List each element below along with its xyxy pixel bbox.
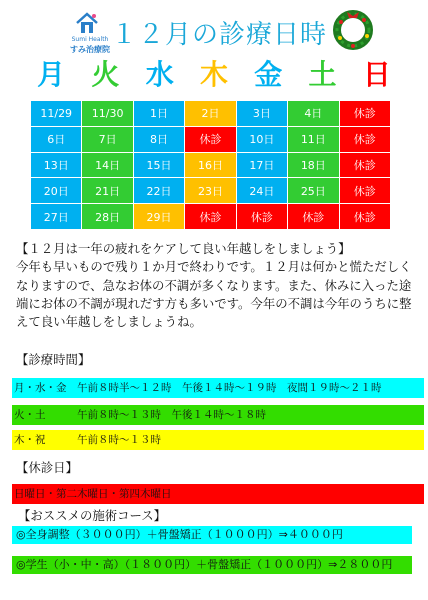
- christmas-wreath-icon: [331, 8, 375, 52]
- calendar-cell: 21日: [82, 178, 133, 204]
- calendar-cell: 3日: [236, 101, 287, 127]
- calendar-cell-closed: 休診: [339, 126, 390, 152]
- hours-row-thu-holiday: 木・祝 午前８時～１３時: [12, 430, 424, 450]
- calendar-cell: 4日: [288, 101, 339, 127]
- course-row-student: ◎学生（小・中・高）（１８００円）＋骨盤矯正（１０００円）⇒２８００円: [12, 556, 412, 574]
- weekday-label: 月: [37, 58, 66, 91]
- page-title: １２月の診療日時: [110, 20, 327, 50]
- calendar-cell: 10日: [236, 126, 287, 152]
- calendar-cell: 16日: [185, 152, 236, 178]
- calendar-cell: 25日: [288, 178, 339, 204]
- weekday-label: 日: [362, 58, 391, 91]
- calendar-cell: 28日: [82, 204, 133, 230]
- calendar-cell: 14日: [82, 152, 133, 178]
- calendar-week-row: [31, 101, 391, 127]
- calendar-cell-closed: 休診: [339, 101, 390, 127]
- calendar-cell: 11/30: [82, 101, 133, 127]
- calendar-cell-closed: 休診: [288, 204, 339, 230]
- weekday-label: 火: [91, 58, 120, 91]
- calendar-cell: 2日: [185, 101, 236, 127]
- calendar-week-row: [31, 126, 391, 152]
- course-row-full-body: ◎全身調整（３０００円）＋骨盤矯正（１０００円）⇒４０００円: [12, 526, 412, 544]
- calendar-cell: 22日: [133, 178, 184, 204]
- december-calendar: [30, 100, 391, 230]
- calendar-cell: 11/29: [31, 101, 82, 127]
- hours-row-mwf: 月・水・金 午前８時半～１２時 午後１４時～１９時 夜間１９時～２１時: [12, 378, 424, 398]
- calendar-cell-closed: 休診: [185, 204, 236, 230]
- weekday-label: 土: [308, 58, 337, 91]
- calendar-week-row: [31, 178, 391, 204]
- calendar-cell: 27日: [31, 204, 82, 230]
- calendar-cell: 20日: [31, 178, 82, 204]
- calendar-cell-closed: 休診: [236, 204, 287, 230]
- calendar-cell: 13日: [31, 152, 82, 178]
- logo-name: すみ治療院: [70, 45, 110, 54]
- closed-days-row: 日曜日・第二木曜日・第四木曜日: [12, 484, 424, 504]
- calendar-cell: 17日: [236, 152, 287, 178]
- weekday-label: 水: [145, 58, 174, 91]
- calendar-cell-closed: 休診: [339, 204, 390, 230]
- calendar-cell: 7日: [82, 126, 133, 152]
- calendar-cell: 1日: [133, 101, 184, 127]
- house-icon: [74, 10, 100, 36]
- calendar-cell: 6日: [31, 126, 82, 152]
- weekday-header: [24, 58, 404, 92]
- hours-row-tue-sat: 火・土 午前８時～１３時 午後１４時～１８時: [12, 405, 424, 425]
- calendar-cell: 18日: [288, 152, 339, 178]
- calendar-cell-closed: 休診: [339, 152, 390, 178]
- season-message: [16, 240, 416, 331]
- calendar-cell: 24日: [236, 178, 287, 204]
- calendar-cell-closed: 休診: [185, 126, 236, 152]
- calendar-cell: 29日: [133, 204, 184, 230]
- courses-heading: 【おススメの施術コース】: [18, 508, 167, 523]
- calendar-week-row: [31, 204, 391, 230]
- calendar-cell: 8日: [133, 126, 184, 152]
- message-body: 今年も早いもので残り１か月で終わりです。１２月は何かと慌ただしくなりますので、急なお体の不調が多くなります。また、休みに入った途端にお体の不調が現れだす方も多いです。今年の不調は今年のうちに整えて良い年越しをしましょうね。: [16, 259, 412, 330]
- closed-heading: 【休診日】: [16, 460, 78, 475]
- calendar-week-row: [31, 152, 391, 178]
- weekday-label: 木: [199, 58, 228, 91]
- weekday-label: 金: [254, 58, 283, 91]
- calendar-cell-closed: 休診: [339, 178, 390, 204]
- calendar-cell: 15日: [133, 152, 184, 178]
- logo-tagline: Sumi Health: [71, 36, 109, 43]
- hours-heading: 【診療時間】: [16, 352, 91, 367]
- message-heading: 【１２月は一年の疲れをケアして良い年越しをしましょう】: [16, 241, 351, 256]
- calendar-cell: 11日: [288, 126, 339, 152]
- calendar-cell: 23日: [185, 178, 236, 204]
